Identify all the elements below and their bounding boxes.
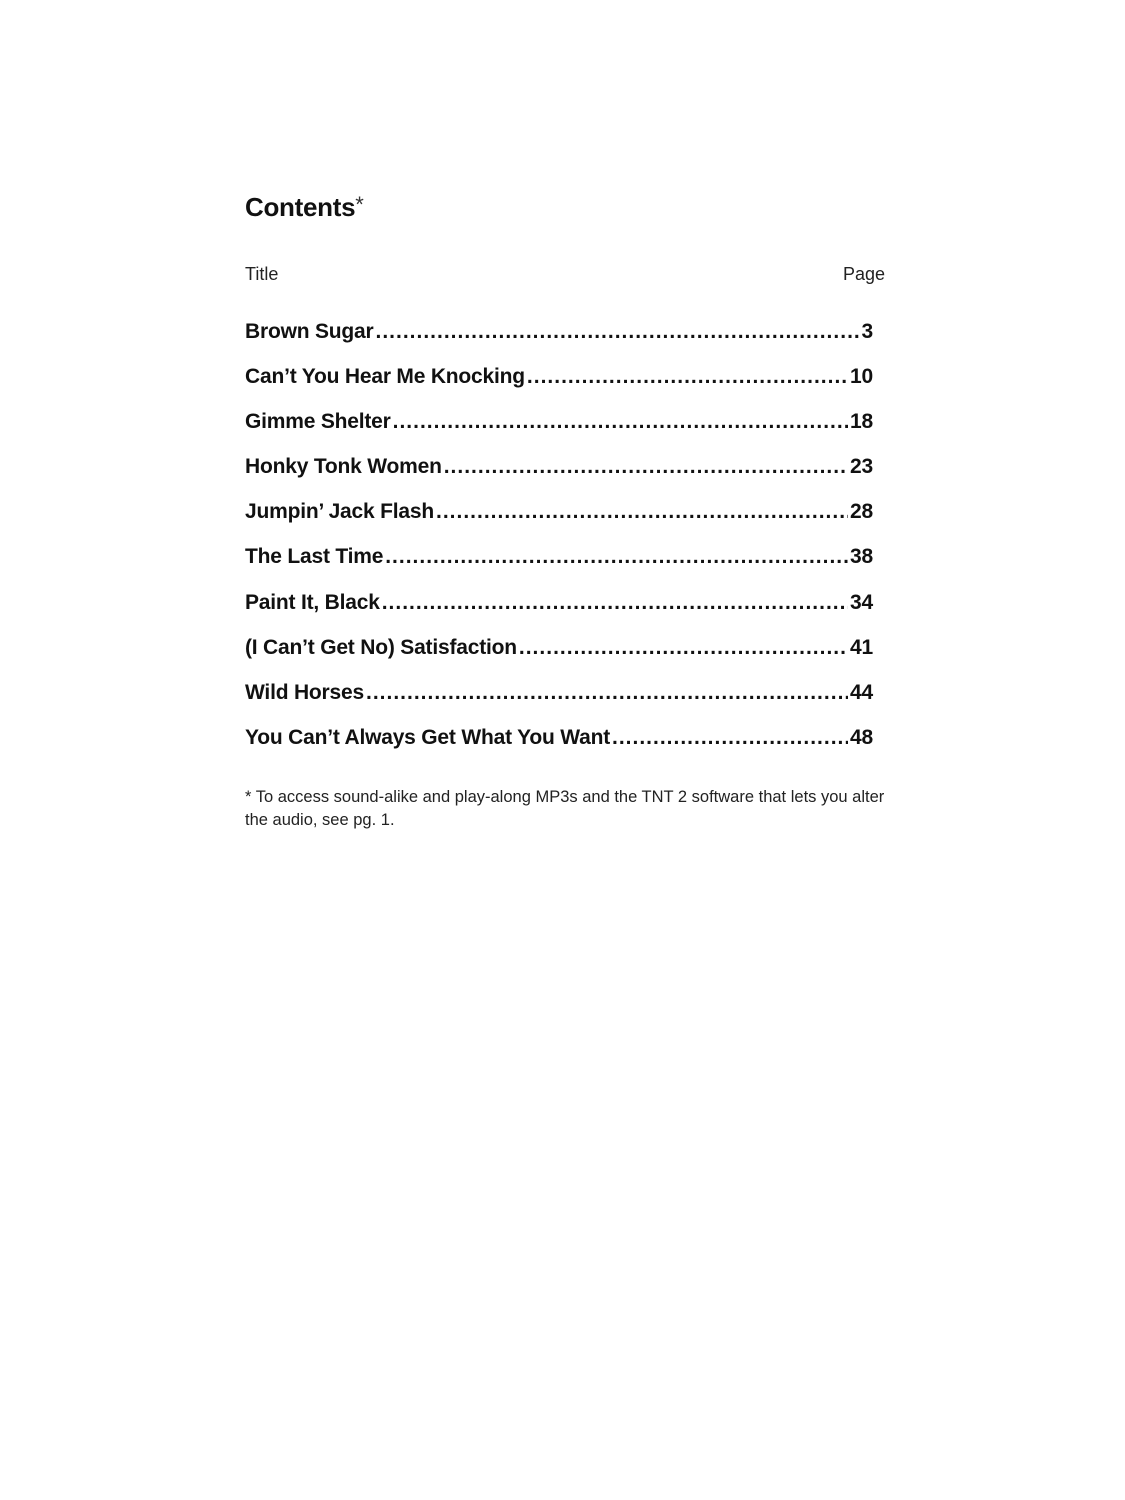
dot-leader xyxy=(375,320,859,344)
toc-entry[interactable] xyxy=(245,545,873,590)
dot-leader xyxy=(612,726,848,750)
dot-leader xyxy=(366,681,848,705)
entry-title: Brown Sugar xyxy=(245,320,374,343)
toc-entry[interactable] xyxy=(245,320,873,365)
entry-title: (I Can’t Get No) Satisfaction xyxy=(245,635,517,659)
entry-page: 41 xyxy=(850,635,873,659)
dot-leader xyxy=(519,636,848,660)
entry-page: 3 xyxy=(861,320,873,343)
dot-leader xyxy=(385,545,848,569)
entry-title: Gimme Shelter xyxy=(245,410,391,434)
dot-leader xyxy=(382,591,848,615)
entry-title: You Can’t Always Get What You Want xyxy=(245,725,610,749)
entry-page: 34 xyxy=(850,590,873,614)
toc-entry[interactable] xyxy=(245,455,873,500)
dot-leader xyxy=(393,410,848,434)
dot-leader xyxy=(527,365,848,389)
entry-page: 10 xyxy=(850,365,873,389)
footnote-marker: * xyxy=(355,192,364,217)
toc-entry[interactable] xyxy=(245,500,873,545)
entry-page: 18 xyxy=(850,410,873,434)
entry-title: Wild Horses xyxy=(245,680,364,704)
footnote: * To access sound-alike and play-along MP3s and the TNT 2 software that lets you alter the audio, see pg. 1. xyxy=(245,788,885,829)
entry-page: 48 xyxy=(850,725,873,749)
entry-title: The Last Time xyxy=(245,545,384,569)
toc-entry[interactable] xyxy=(245,365,873,410)
entry-title: Can’t You Hear Me Knocking xyxy=(245,365,525,389)
entry-title: Jumpin’ Jack Flash xyxy=(245,500,434,524)
toc-entry[interactable] xyxy=(245,410,873,455)
entry-page: 44 xyxy=(850,680,873,704)
column-header-page: Page xyxy=(843,264,886,284)
dot-leader xyxy=(436,500,848,524)
toc-list xyxy=(245,320,873,771)
entry-title: Honky Tonk Women xyxy=(245,455,442,479)
entry-title: Paint It, Black xyxy=(245,590,380,614)
toc-entry[interactable] xyxy=(245,726,873,771)
column-header-title: Title xyxy=(245,264,279,284)
toc-entry[interactable] xyxy=(245,636,873,681)
entry-page: 38 xyxy=(850,545,873,569)
toc-entry[interactable] xyxy=(245,591,873,636)
entry-page: 23 xyxy=(850,455,873,479)
toc-entry[interactable] xyxy=(245,681,873,726)
entry-page: 28 xyxy=(850,500,873,524)
contents-heading: Contents xyxy=(245,192,356,222)
dot-leader xyxy=(444,455,848,479)
page-title xyxy=(245,192,364,223)
